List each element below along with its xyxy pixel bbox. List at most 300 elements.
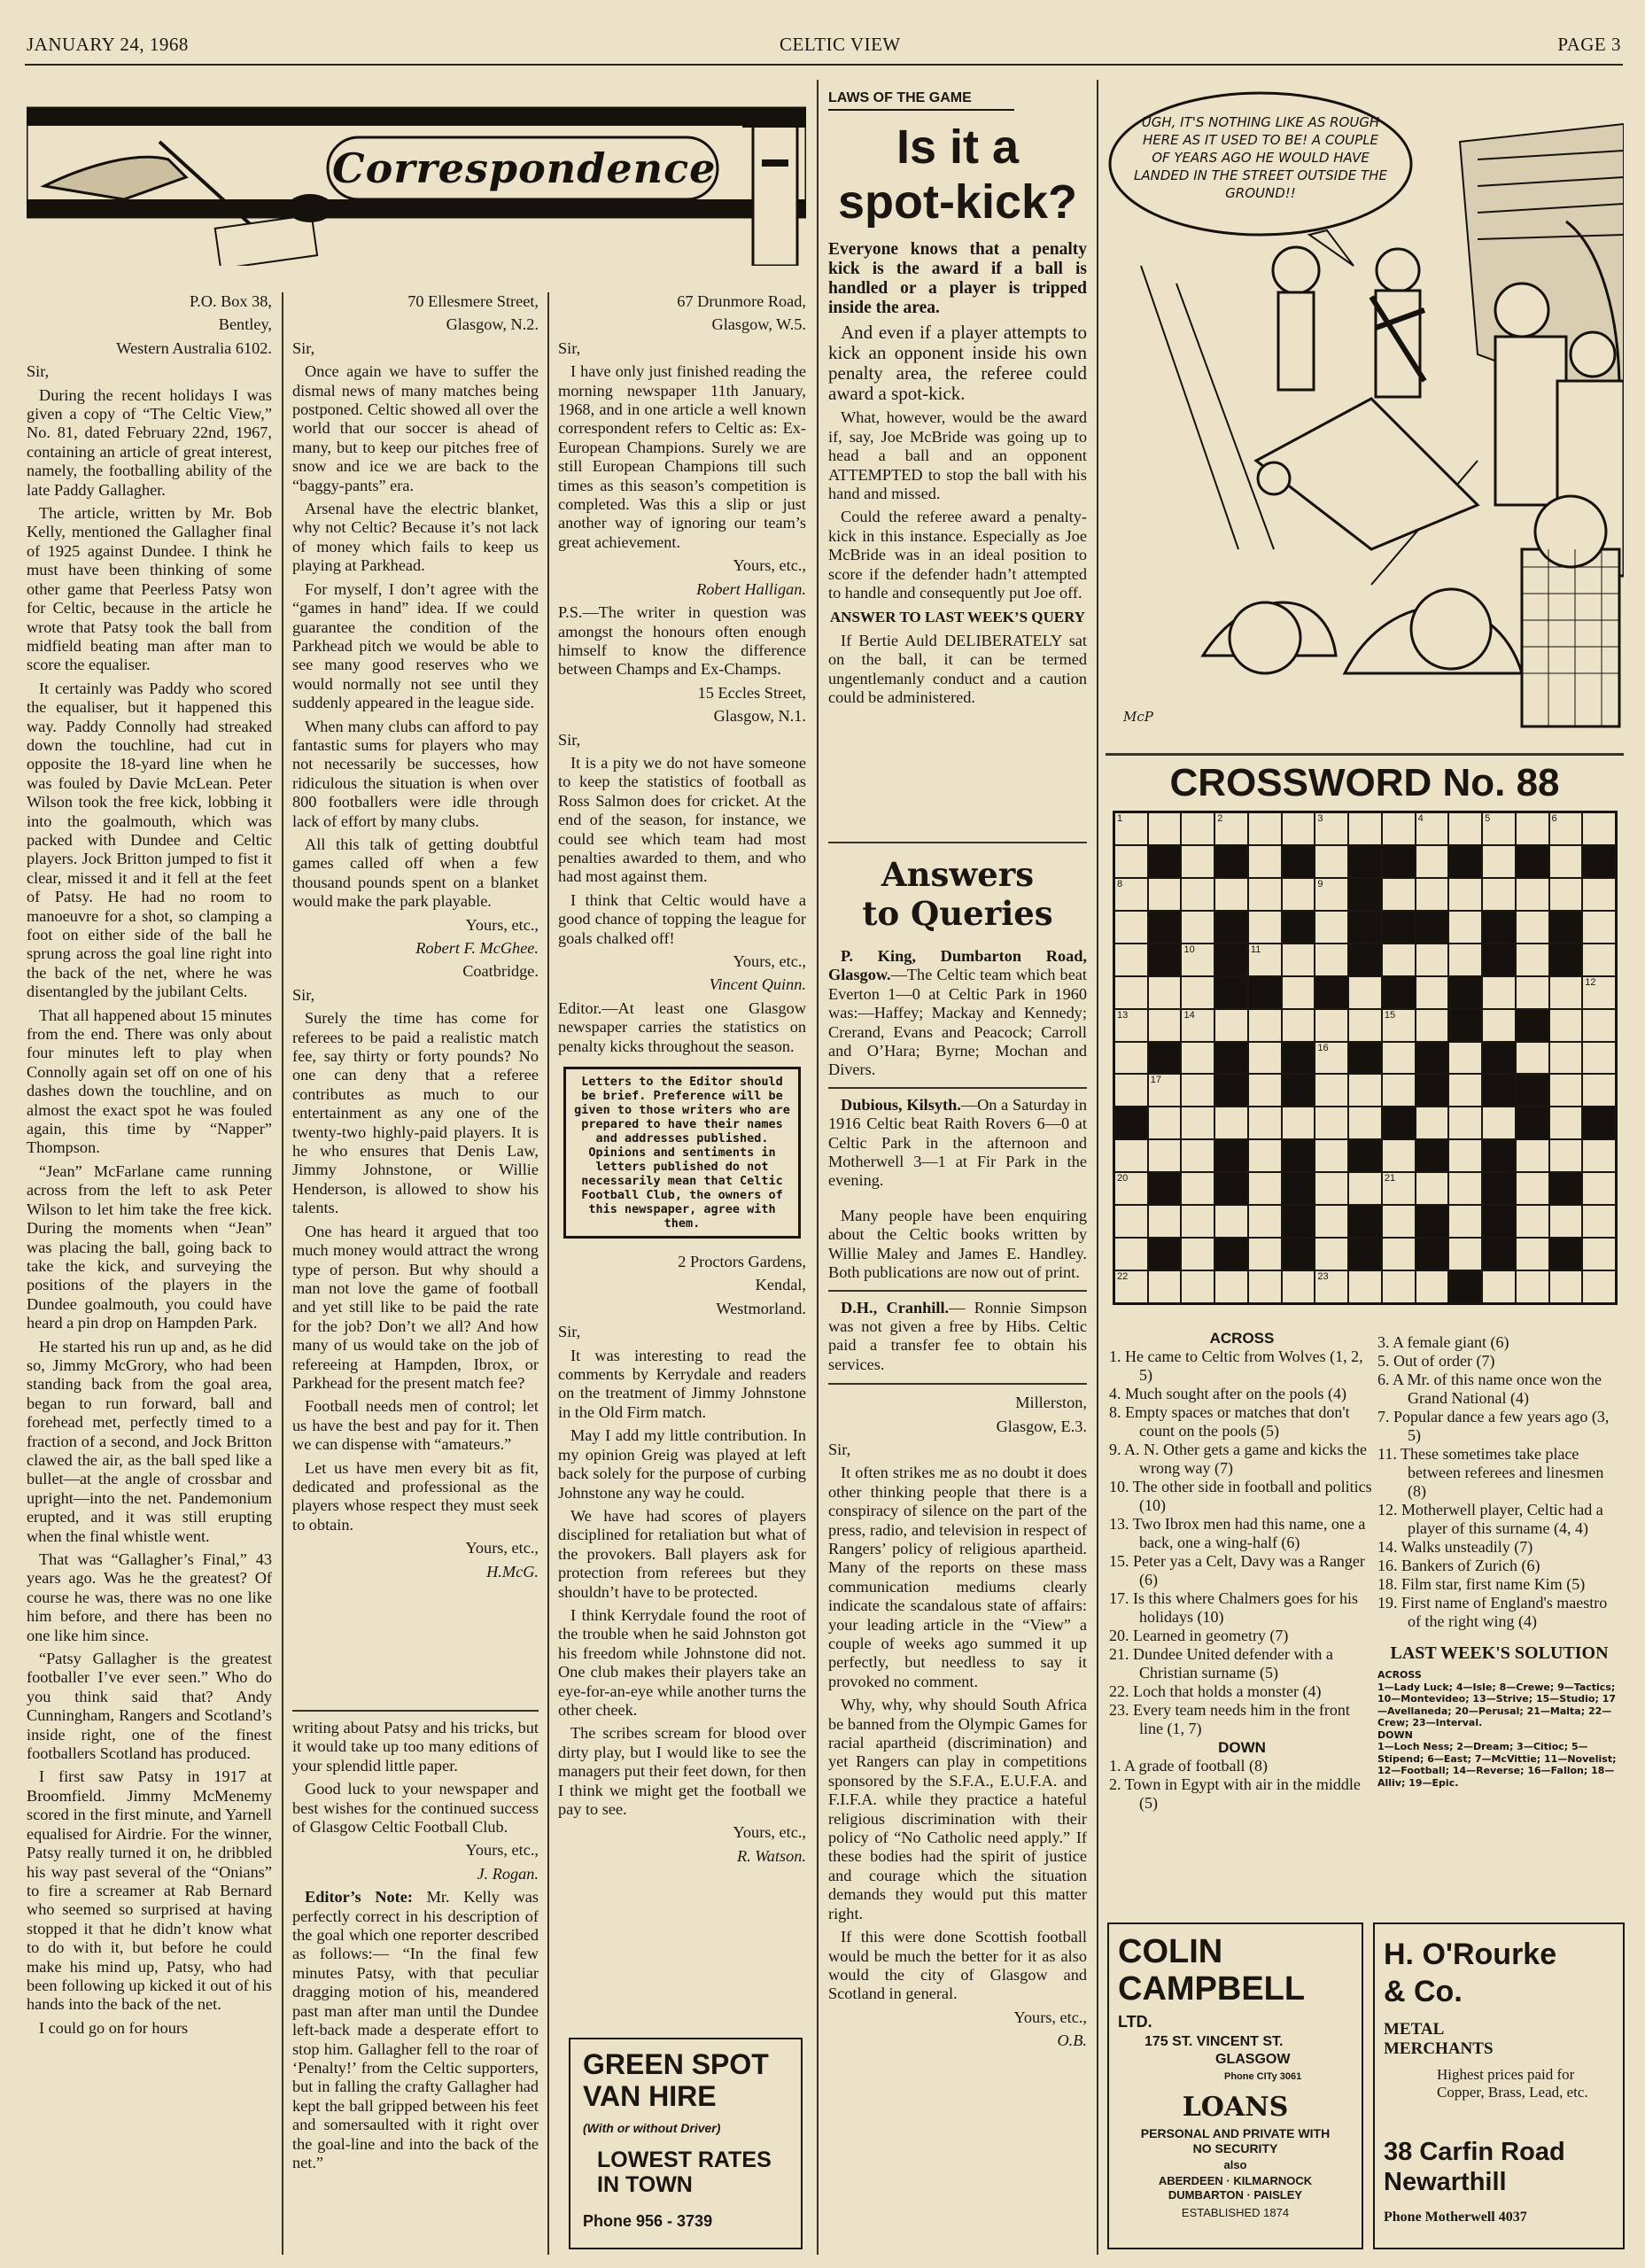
letter4-address-1: 67 Drunmore Road, — [677, 292, 806, 310]
letter7-salutation: Sir, — [828, 1440, 851, 1458]
letter3-closing: Yours, etc., — [465, 1539, 539, 1557]
crossword-cell — [1482, 944, 1516, 976]
crossword-cell — [1181, 1042, 1214, 1075]
crossword-grid — [1113, 811, 1618, 1305]
orourke-name-1: H. O'Rourke — [1384, 1938, 1557, 1971]
crossword-cell-number: 3 — [1317, 813, 1323, 824]
crossword-clue: 9. A. N. Other gets a game and kicks the wrong way (7) — [1109, 1441, 1367, 1477]
answer-item — [828, 947, 1087, 1080]
crossword-cell — [1448, 1107, 1482, 1139]
letter5-closing: Yours, etc., — [733, 952, 806, 970]
crossword-cell — [1315, 845, 1348, 878]
crossword-cell — [1114, 1172, 1148, 1205]
crossword-cell — [1348, 1009, 1382, 1042]
greenspot-phone: Phone 956 - 3739 — [583, 2212, 713, 2230]
crossword-cell — [1582, 1270, 1616, 1303]
crossword-cell-number: 16 — [1317, 1042, 1329, 1053]
crossword-clue: 5. Out of order (7) — [1377, 1352, 1495, 1370]
crossword-cell — [1382, 1270, 1416, 1303]
crossword-cell — [1148, 1205, 1182, 1238]
across-clue-list — [1109, 1348, 1375, 1738]
crossword-cell — [1114, 1074, 1148, 1107]
crossword-cell — [1248, 1139, 1282, 1172]
crossword-cell — [1348, 1172, 1382, 1205]
laws-kicker: LAWS OF THE GAME — [828, 89, 1014, 111]
letter6-paragraph: We have had scores of players disciplined for retaliation but what of the provokers. Ball players ask for protection from referees but they shouldn’t have to be protected. — [558, 1506, 806, 1601]
letter2-paragraph: For myself, I don’t agree with the “games in hand” idea. If we could guarantee the condition of the Parkhead pitch we would be able to see many good reserves who we would normally not see until they suddenly appeared in the league side. — [292, 579, 539, 712]
crossword-cell — [1214, 1074, 1248, 1107]
crossword-clue: 13. Two Ibrox men had this name, one a back, one a wing-half (6) — [1109, 1515, 1366, 1551]
letter2-address-1: 70 Ellesmere Street, — [407, 292, 539, 310]
crossword-cell — [1416, 812, 1449, 845]
letters-notice: Letters to the Editor should be brief. Preference will be given to those writers who are prepared to have their names and addresses published. Opinions and sentiments in letters published do not necessarily mean that Celtic Football Club, the owners of this newspaper, agree with them. — [563, 1067, 801, 1239]
crossword-cell — [1516, 1172, 1549, 1205]
letter1-paragraph: It certainly was Paddy who scored the equaliser, but it happened this way. Paddy Connolly had streaked down the touchline, had cut in opposite the 18-yard line when he was fouled by Davie McLean. Peter Wilson took the free kick, lobbing it into the goalmouth, which was packed with Dundee and Celtic players. Jock Britton jumped to fist it clear, missed it and it fell at the feet of Patsy. He had no room to manoeuvre for a shot, so clamping a foot on either side of the ball he sprung across the goal line right into the back of the net, where he was disentangled by the jubilant Celts. — [27, 679, 272, 1001]
crossword-cell-number: 23 — [1317, 1271, 1329, 1283]
crossword-cell — [1282, 1009, 1315, 1042]
across-heading: ACROSS — [1209, 1330, 1275, 1347]
crossword-cell — [1516, 1139, 1549, 1172]
colin-loans-sub: PERSONAL AND PRIVATE WITH NO SECURITY — [1140, 2126, 1331, 2155]
section-rule — [828, 842, 1087, 843]
crossword-cell-number: 9 — [1317, 878, 1323, 889]
letter4-salutation: Sir, — [558, 338, 581, 357]
crossword-cell — [1549, 1139, 1583, 1172]
crossword-cell — [1148, 976, 1182, 1009]
crossword-cell — [1482, 976, 1516, 1009]
crossword-cell — [1382, 1009, 1416, 1042]
crossword-cell — [1315, 944, 1348, 976]
masthead — [27, 34, 1621, 57]
answer-text: —The Celtic team which beat Everton 1—0 at Celtic Park in 1960 was:—Haffey; Mackay and Kennedy; Crerand, Evans and Peacock; Carroll and O’Hara; Byrne; Mochan and Divers. — [828, 966, 1087, 1079]
crossword-cell — [1516, 812, 1549, 845]
crossword-cell — [1114, 1009, 1148, 1042]
letter7-paragraph: If this were done Scottish football would be much the better for it as also would the city of Glasgow and Scotland in general. — [828, 1928, 1087, 2003]
crossword-cell — [1214, 812, 1248, 845]
crossword-cell — [1448, 1074, 1482, 1107]
crossword-cell — [1448, 878, 1482, 911]
crossword-cell — [1482, 1205, 1516, 1238]
crossword-cell — [1448, 1172, 1482, 1205]
letter3-paragraph: One has heard it argued that too much money would attract the wrong type of person. But why should a man not love the game of football and yet still like to be paid the rate for the job? Don’t we all? And how many of us would take on the job of refereeing at Hampden, Ibrox, or Parkhead for the present match fee? — [292, 1222, 539, 1392]
colin-campbell-ad — [1107, 1922, 1363, 2249]
letter7-signature: O.B. — [1057, 2031, 1087, 2050]
crossword-cell — [1416, 1009, 1449, 1042]
crossword-cell — [1114, 1238, 1148, 1270]
letter7-address-1: Millerston, — [1015, 1394, 1087, 1412]
crossword-cell — [1516, 1009, 1549, 1042]
crossword-cell — [1416, 976, 1449, 1009]
crossword-cell — [1181, 1074, 1214, 1107]
crossword-clues-left — [1109, 1329, 1375, 1813]
letter3-paragraph: Surely the time has come for referees to be paid a realistic match fee, say thirty or forty pounds? No one can deny that a referee contributes as much to our entertainment as any one of the twenty-two highly-paid players. It is he who ensures that Denis Law, Jimmy Johnstone, or Willie Henderson, is allowed to show his talents. — [292, 1009, 539, 1217]
solution-down: 1—Loch Ness; 2—Dream; 3—Citioc; 5—Stipend; 6—East; 7—McVittie; 11—Novelist; 12—Football; 14—Reverse; 16—Fallon; 18—Alliv; 19—Epic. — [1377, 1741, 1617, 1789]
colin-branches: ABERDEEN · KILMARNOCK DUMBARTON · PAISLEY — [1158, 2174, 1313, 2202]
crossword-cell — [1282, 1107, 1315, 1139]
crossword-cell — [1582, 911, 1616, 944]
crossword-cell — [1214, 1139, 1248, 1172]
crossword-cell — [1114, 812, 1148, 845]
greenspot-name-2: VAN HIRE — [583, 2080, 717, 2112]
crossword-cell — [1148, 1107, 1182, 1139]
crossword-cell — [1214, 1238, 1248, 1270]
crossword-cell — [1482, 1009, 1516, 1042]
crossword-cell — [1448, 812, 1482, 845]
letter6-address-2: Kendal, — [755, 1276, 806, 1294]
crossword-cell — [1348, 1238, 1382, 1270]
crossword-cell — [1482, 1172, 1516, 1205]
crossword-cell — [1181, 878, 1214, 911]
crossword-cell — [1348, 812, 1382, 845]
crossword-cell — [1181, 1107, 1214, 1139]
crossword-cell — [1315, 1205, 1348, 1238]
crossword-cell — [1348, 911, 1382, 944]
crossword-cell — [1181, 944, 1214, 976]
crossword-cell — [1282, 878, 1315, 911]
crossword-cell — [1315, 1238, 1348, 1270]
crossword-cell — [1214, 1009, 1248, 1042]
crossword-cell — [1114, 944, 1148, 976]
crossword-cell — [1416, 1270, 1449, 1303]
crossword-cell — [1214, 1205, 1248, 1238]
letter1-salutation: Sir, — [27, 362, 50, 381]
crossword-cell — [1181, 1172, 1214, 1205]
crossword-cell — [1315, 1139, 1348, 1172]
crossword-cell — [1315, 1074, 1348, 1107]
crossword-cell — [1416, 1074, 1449, 1107]
crossword-cell — [1382, 976, 1416, 1009]
crossword-cell — [1516, 1270, 1549, 1303]
letter3-salutation: Sir, — [292, 985, 315, 1004]
crossword-cell — [1282, 976, 1315, 1009]
issue-date: JANUARY 24, 1968 — [27, 34, 189, 55]
letter6-salutation: Sir, — [558, 1323, 581, 1341]
letter1-paragraph: I first saw Patsy in 1917 at Broomfield. Jimmy McMenemy scored in the first minute, and Yarnell equalised for Airdrie. For the winner, Patsy really turned it on, he dribbled his way past several of the “Onians” to fire a screamer at Rab Bernard who seemed so surprised at having stopped it that he didn’t know what to do with it, but before he could make his mind up, Patsy, who had been following up kicked it out of his hands into the back of the net. — [27, 1767, 272, 2014]
crossword-cell — [1214, 1107, 1248, 1139]
letter4-signature: Robert Halligan. — [696, 579, 806, 598]
crossword-cell — [1482, 911, 1516, 944]
crossword-clue: 18. Film star, first name Kim (5) — [1377, 1575, 1586, 1593]
crossword-cell — [1282, 911, 1315, 944]
crossword-cell — [1315, 1107, 1348, 1139]
crossword-cell — [1181, 1238, 1214, 1270]
colin-name-2: CAMPBELL — [1118, 1970, 1306, 2008]
letter1-paragraph: That was “Gallagher’s Final,” 43 years ago. Was he the greatest? Of course he was, there was no one like him before, and there has been no one like him since. — [27, 1550, 272, 1644]
letter3-paragraph: Football needs men of control; let us have the best and pay for it. Then we can dispense with “amateurs.” — [292, 1397, 539, 1454]
column-divider — [1097, 80, 1098, 2255]
solution-down-heading: DOWN — [1377, 1728, 1413, 1741]
crossword-cell — [1382, 911, 1416, 944]
crossword-cell — [1148, 911, 1182, 944]
crossword-cell — [1516, 1107, 1549, 1139]
letter7-paragraph: Why, why, why should South Africa be banned from the Olympic Games for racial apartheid (discrimination) and yet Rangers can play in competitions sponsored by the S.F.A., E.U.F.A. and F.I.F.A. while they practice a hateful religious discrimination with their policy of “No Catholic need apply.” If these bodies had the spirit of justice and courage which the situation demands they would put this matter right. — [828, 1696, 1087, 1922]
crossword-cell — [1282, 1139, 1315, 1172]
letter1-paragraph: The article, written by Mr. Bob Kelly, mentioned the Gallagher final of 1925 against Dundee. I think he must have been thinking of some other game that Peerless Patsy won for Celtic, because in the article he wrote that Patsy took the ball from midfield beating man after man to score the equaliser. — [27, 504, 272, 674]
laws-title-2: spot-kick? — [837, 175, 1078, 229]
crossword-cell — [1282, 1074, 1315, 1107]
solution-across-heading: ACROSS — [1377, 1669, 1422, 1681]
crossword-cell — [1516, 845, 1549, 878]
crossword-cell — [1248, 944, 1282, 976]
down-clue-list-continued — [1377, 1333, 1621, 1631]
crossword-cell — [1348, 1270, 1382, 1303]
crossword-cell — [1582, 1172, 1616, 1205]
crossword-cell — [1282, 1270, 1315, 1303]
crossword-cell — [1382, 1042, 1416, 1075]
letter1-address-1: P.O. Box 38, — [190, 292, 272, 310]
crossword-cell — [1416, 1238, 1449, 1270]
crossword-cell — [1582, 976, 1616, 1009]
crossword-cell — [1148, 1238, 1182, 1270]
crossword-cell — [1482, 1107, 1516, 1139]
crossword-cell-number: 1 — [1117, 813, 1123, 824]
letter5-salutation: Sir, — [558, 730, 581, 749]
letter-column-3 — [558, 292, 806, 1870]
laws-paragraph: Could the referee award a penalty-kick in this instance. Especially as Joe McBride was in an ideal position to score if the defender hadn’t attempted to handle and consequently put Joe off. — [828, 508, 1087, 602]
letter1-paragraph: That all happened about 15 minutes from the end. There was only about four minutes left to play when Connolly again set off on one of his dashes down the touchline, and on almost the exact spot he was fouled again, this time by “Napper” Thompson. — [27, 1006, 272, 1157]
letter5-address-1: 15 Eccles Street, — [697, 683, 806, 702]
crossword-cell — [1482, 845, 1516, 878]
crossword-cell — [1214, 878, 1248, 911]
down-heading: DOWN — [1218, 1739, 1266, 1756]
crossword-cell — [1282, 1205, 1315, 1238]
crossword-clue: 11. These sometimes take place between referees and linesmen (8) — [1377, 1445, 1604, 1500]
crossword-cell — [1248, 1238, 1282, 1270]
crossword-cell — [1416, 1139, 1449, 1172]
crossword-cell — [1448, 976, 1482, 1009]
crossword-cell — [1549, 845, 1583, 878]
crossword-cell-number: 10 — [1183, 944, 1195, 955]
crossword-cell — [1482, 1074, 1516, 1107]
crossword-cell — [1582, 1205, 1616, 1238]
crossword-cell — [1181, 1205, 1214, 1238]
letter4-paragraph: I have only just finished reading the morning newspaper 11th January, 1968, and in one article a well known correspondent refers to Celtic as: Ex-European Champions. Surely we are still European Champions till such times as this season’s competition is completed. Was this a slip or just another way of ignoring our team’s great achievement. — [558, 362, 806, 551]
editors-note-text: Mr. Kelly was perfectly correct in his description of the goal which one reporter described as follows:— “In the final few minutes Patsy, with that peculiar dragging motion of his, meandered past man after man until the Dundee left-back made a desperate effort to stop him. Gallagher fell to the roar of ‘Penalty!’ from the Celtic supporters, but in falling the crafty Gallagher had kept the ball gripped between his feet and somersaulted with it right over the goal-line and into the back of the net.” — [292, 1888, 539, 2171]
crossword-cell — [1114, 1205, 1148, 1238]
crossword-cell — [1448, 911, 1482, 944]
crossword-cell — [1549, 1238, 1583, 1270]
letter6-closing: Yours, etc., — [733, 1823, 806, 1842]
crossword-cell — [1549, 1042, 1583, 1075]
crossword-cell — [1582, 1238, 1616, 1270]
crossword-cell-number: 12 — [1585, 976, 1596, 988]
crossword-cell — [1516, 976, 1549, 1009]
letter1-address-3: Western Australia 6102. — [116, 338, 272, 357]
letter6-signature: R. Watson. — [736, 1846, 806, 1865]
answers-title-2: to Queries — [862, 894, 1053, 933]
crossword-cell — [1582, 1107, 1616, 1139]
crossword-cell — [1382, 1172, 1416, 1205]
crossword-cell — [1282, 944, 1315, 976]
letter2-paragraph: Once again we have to suffer the dismal news of many matches being postponed. Celtic showed all over the world that our soccer is ahead of many, but to keep our pitches free of snow and ice we are back to the “baggy-pants” era. — [292, 362, 539, 494]
letter3-paragraph: Let us have men every bit as fit, dedicated and professional as the players whose respect they must seek to obtain. — [292, 1458, 539, 1534]
answer-text: —On a Saturday in 1916 Celtic beat Raith Rovers 6—0 at Celtic Park in the afternoon and Motherwell 3—1 at Fir Park in the evening. — [828, 1095, 1087, 1190]
crossword-cell — [1549, 911, 1583, 944]
letter4-address-2: Glasgow, W.5. — [711, 315, 806, 334]
crossword-cell — [1482, 812, 1516, 845]
answers-title-1: Answers — [881, 855, 1035, 894]
crossword-cell — [1582, 1009, 1616, 1042]
crossword-title: CROSSWORD No. 88 — [1169, 761, 1560, 804]
crossword-cell — [1582, 1074, 1616, 1107]
crossword-cell — [1382, 878, 1416, 911]
letter5-signature: Vincent Quinn. — [709, 975, 806, 994]
crossword-cell — [1348, 845, 1382, 878]
crossword-cell — [1382, 845, 1416, 878]
crossword-cell — [1382, 812, 1416, 845]
letter4-ps: P.S.—The writer in question was amongst the honours often enough himself to know the difference between Champs and Ex-Champs. — [558, 603, 806, 679]
letter3-signature: H.McG. — [486, 1562, 539, 1581]
crossword-clue: 10. The other side in football and politics (10) — [1109, 1478, 1372, 1514]
crossword-cell — [1448, 1238, 1482, 1270]
crossword-cell — [1315, 1042, 1348, 1075]
answers-column — [828, 855, 1087, 2055]
answer-text: — Ronnie Simpson was not given a free by Hibs. Celtic paid a transfer fee to obtain his services. — [828, 1298, 1087, 1373]
letter-continuation — [292, 1719, 539, 2177]
colin-address: 175 ST. VINCENT ST. — [1145, 2034, 1284, 2049]
column-divider — [547, 292, 549, 2255]
crossword-cell-number: 20 — [1117, 1173, 1129, 1184]
crossword-cell — [1448, 1270, 1482, 1303]
crossword-cell — [1549, 878, 1583, 911]
letter1-address-2: Bentley, — [218, 315, 272, 334]
letter1-paragraph: “Jean” McFarlane came running across from the left to ask Peter Wilson to let him take the free kick. During the moments when “Jean” was placing the ball, going back to take the kick, and surveying the positions of the players in the Dundee goalmouth, you could have heard a pin drop on Hampden Park. — [27, 1161, 272, 1332]
crossword-cell — [1148, 1172, 1182, 1205]
crossword-cell — [1416, 911, 1449, 944]
crossword-cell — [1282, 1172, 1315, 1205]
crossword-cell — [1214, 1042, 1248, 1075]
letter2-signature: Robert F. McGhee. — [415, 939, 539, 957]
crossword-cell — [1248, 1172, 1282, 1205]
crossword-cell — [1549, 1074, 1583, 1107]
crossword-cell-number: 6 — [1551, 813, 1557, 824]
crossword-cell-number: 17 — [1150, 1075, 1161, 1086]
crossword-cell — [1114, 1139, 1148, 1172]
crossword-cell — [1148, 944, 1182, 976]
crossword-cell — [1148, 1042, 1182, 1075]
crossword-cell — [1549, 1270, 1583, 1303]
crossword-cell — [1248, 878, 1282, 911]
crossword-cell — [1448, 1009, 1482, 1042]
crossword-cell — [1482, 1139, 1516, 1172]
crossword-cell — [1448, 845, 1482, 878]
crossword-cell — [1282, 1238, 1315, 1270]
crossword-cell — [1549, 812, 1583, 845]
crossword-cell — [1549, 944, 1583, 976]
letter6-paragraph: May I add my little contribution. In my opinion Greig was played at left back solely for the purpose of curbing Johnstone any way he could. — [558, 1426, 806, 1502]
cartoon-signature: McP — [1123, 709, 1153, 725]
paper-name: CELTIC VIEW — [780, 34, 901, 55]
crossword-cell — [1416, 1205, 1449, 1238]
crossword-clue: 12. Motherwell player, Celtic had a player of this surname (4, 4) — [1377, 1501, 1603, 1537]
postbox-icon — [753, 124, 797, 266]
answer-last-week: If Bertie Auld DELIBERATELY sat on the ball, it can be termed ungentlemanly conduct and a caution could be administered. — [828, 631, 1087, 707]
crossword-cell — [1382, 1107, 1416, 1139]
crossword-cell — [1214, 976, 1248, 1009]
crossword-clue: 1. A grade of football (8) — [1109, 1757, 1268, 1775]
crossword-clue: 22. Loch that holds a monster (4) — [1109, 1682, 1322, 1700]
down-clue-list — [1109, 1757, 1375, 1813]
crossword-cell — [1348, 878, 1382, 911]
crossword-clue: 4. Much sought after on the pools (4) — [1109, 1385, 1346, 1402]
crossword-cell — [1348, 1205, 1382, 1238]
letter5-address-2: Glasgow, N.1. — [713, 707, 806, 726]
crossword-cell-number: 21 — [1384, 1173, 1396, 1184]
letter2-address-2: Glasgow, N.2. — [446, 315, 539, 334]
crossword-cell-number: 5 — [1485, 813, 1491, 824]
orourke-name-2: & Co. — [1384, 1975, 1463, 2008]
crossword-cell — [1114, 845, 1148, 878]
answer-item — [828, 1299, 1087, 1375]
crossword-cell — [1248, 911, 1282, 944]
crossword-clue: 16. Bankers of Zurich (6) — [1377, 1557, 1540, 1574]
crossword-cell — [1416, 1172, 1449, 1205]
crossword-cell — [1582, 812, 1616, 845]
crossword-cell-number: 2 — [1217, 813, 1223, 824]
orourke-phone: Phone Motherwell 4037 — [1384, 2210, 1527, 2225]
letter1-closing: Yours, etc., — [465, 1841, 539, 1860]
column-divider — [282, 292, 283, 2255]
crossword-clue: 6. A Mr. of this name once won the Grand National (4) — [1377, 1371, 1602, 1407]
crossword-cell — [1348, 1139, 1382, 1172]
letter1-paragraph: “Patsy Gallagher is the greatest footballer I’ve ever seen.” Who do you think said that? Andy Cunningham, Rangers and Scotland’s inside right, one of the finest footballers Scotland has produced. — [27, 1650, 272, 1763]
crossword-cell — [1582, 1139, 1616, 1172]
crossword-clue: 1. He came to Celtic from Wolves (1, 2, 5) — [1109, 1348, 1363, 1384]
crossword-cell — [1416, 1107, 1449, 1139]
crossword-cell-number: 11 — [1250, 944, 1261, 955]
answer-who: D.H., Cranhill. — [841, 1298, 950, 1317]
cartoon — [1106, 89, 1624, 749]
letter1-continuation: Good luck to your newspaper and best wishes for the continued success of Glasgow Celtic Football Club. — [292, 1780, 539, 1837]
solution-block — [1377, 1669, 1621, 1789]
letter1-continuation: writing about Patsy and his tricks, but it would take up too many editions of your splendid little paper. — [292, 1719, 539, 1775]
crossword-cell — [1416, 845, 1449, 878]
section-rule — [292, 1710, 539, 1712]
letter-column-2 — [292, 292, 539, 1586]
answer-item: Many people have been enquiring about the Celtic books written by Willie Maley and James E. Handley. Both publications are now out of print. — [828, 1206, 1087, 1282]
crossword-cell — [1582, 944, 1616, 976]
crossword-cell — [1148, 812, 1182, 845]
crossword-cell — [1248, 1009, 1282, 1042]
crossword-cell — [1582, 878, 1616, 911]
letter7-address-2: Glasgow, E.3. — [996, 1417, 1087, 1435]
crossword-cell — [1582, 845, 1616, 878]
greenspot-note: (With or without Driver) — [583, 2121, 721, 2135]
crossword-clue: 14. Walks unsteadily (7) — [1377, 1538, 1533, 1556]
crossword-cell — [1348, 944, 1382, 976]
crossword-clue: 20. Learned in geometry (7) — [1109, 1627, 1289, 1644]
crossword-cell — [1248, 845, 1282, 878]
colin-also: also — [1223, 2158, 1247, 2171]
laws-title-1: Is it a — [896, 120, 1020, 175]
crossword-clue: 3. A female giant (6) — [1377, 1333, 1509, 1351]
crossword-cell — [1516, 944, 1549, 976]
crossword-cell — [1549, 1172, 1583, 1205]
banner-title: Correspondence — [332, 144, 717, 192]
solution-heading: LAST WEEK'S SOLUTION — [1390, 1643, 1609, 1663]
letter6-address-1: 2 Proctors Gardens, — [678, 1253, 806, 1271]
crossword-cell — [1382, 1139, 1416, 1172]
letter6-paragraph: The scribes scream for blood over dirty play, but I would like to see the managers put their feet down, for then I think we might get the football we pay to see. — [558, 1724, 806, 1818]
letter1-paragraph: He started his run up and, as he did so, Jimmy McGrory, who had been standing back from the goal area, began to run forward, ball and forehead met, perfectly timed to a fraction of a second, and Jock Britton clawed the air, as the ball sped like a bullet—at the angle of crossbar and upright—into the net. Pandemonium erupted, and it was still erupting when the final whistle went. — [27, 1337, 272, 1545]
correspondence-banner — [27, 89, 806, 266]
letter5-paragraph: I think that Celtic would have a good chance of topping the league for goals chalked off! — [558, 890, 806, 947]
crossword-cell — [1382, 944, 1416, 976]
letter1-paragraph: I could go on for hours — [39, 2018, 189, 2037]
crossword-cell — [1214, 845, 1248, 878]
crossword-cell-number: 13 — [1117, 1009, 1129, 1021]
crossword-cell — [1214, 1270, 1248, 1303]
